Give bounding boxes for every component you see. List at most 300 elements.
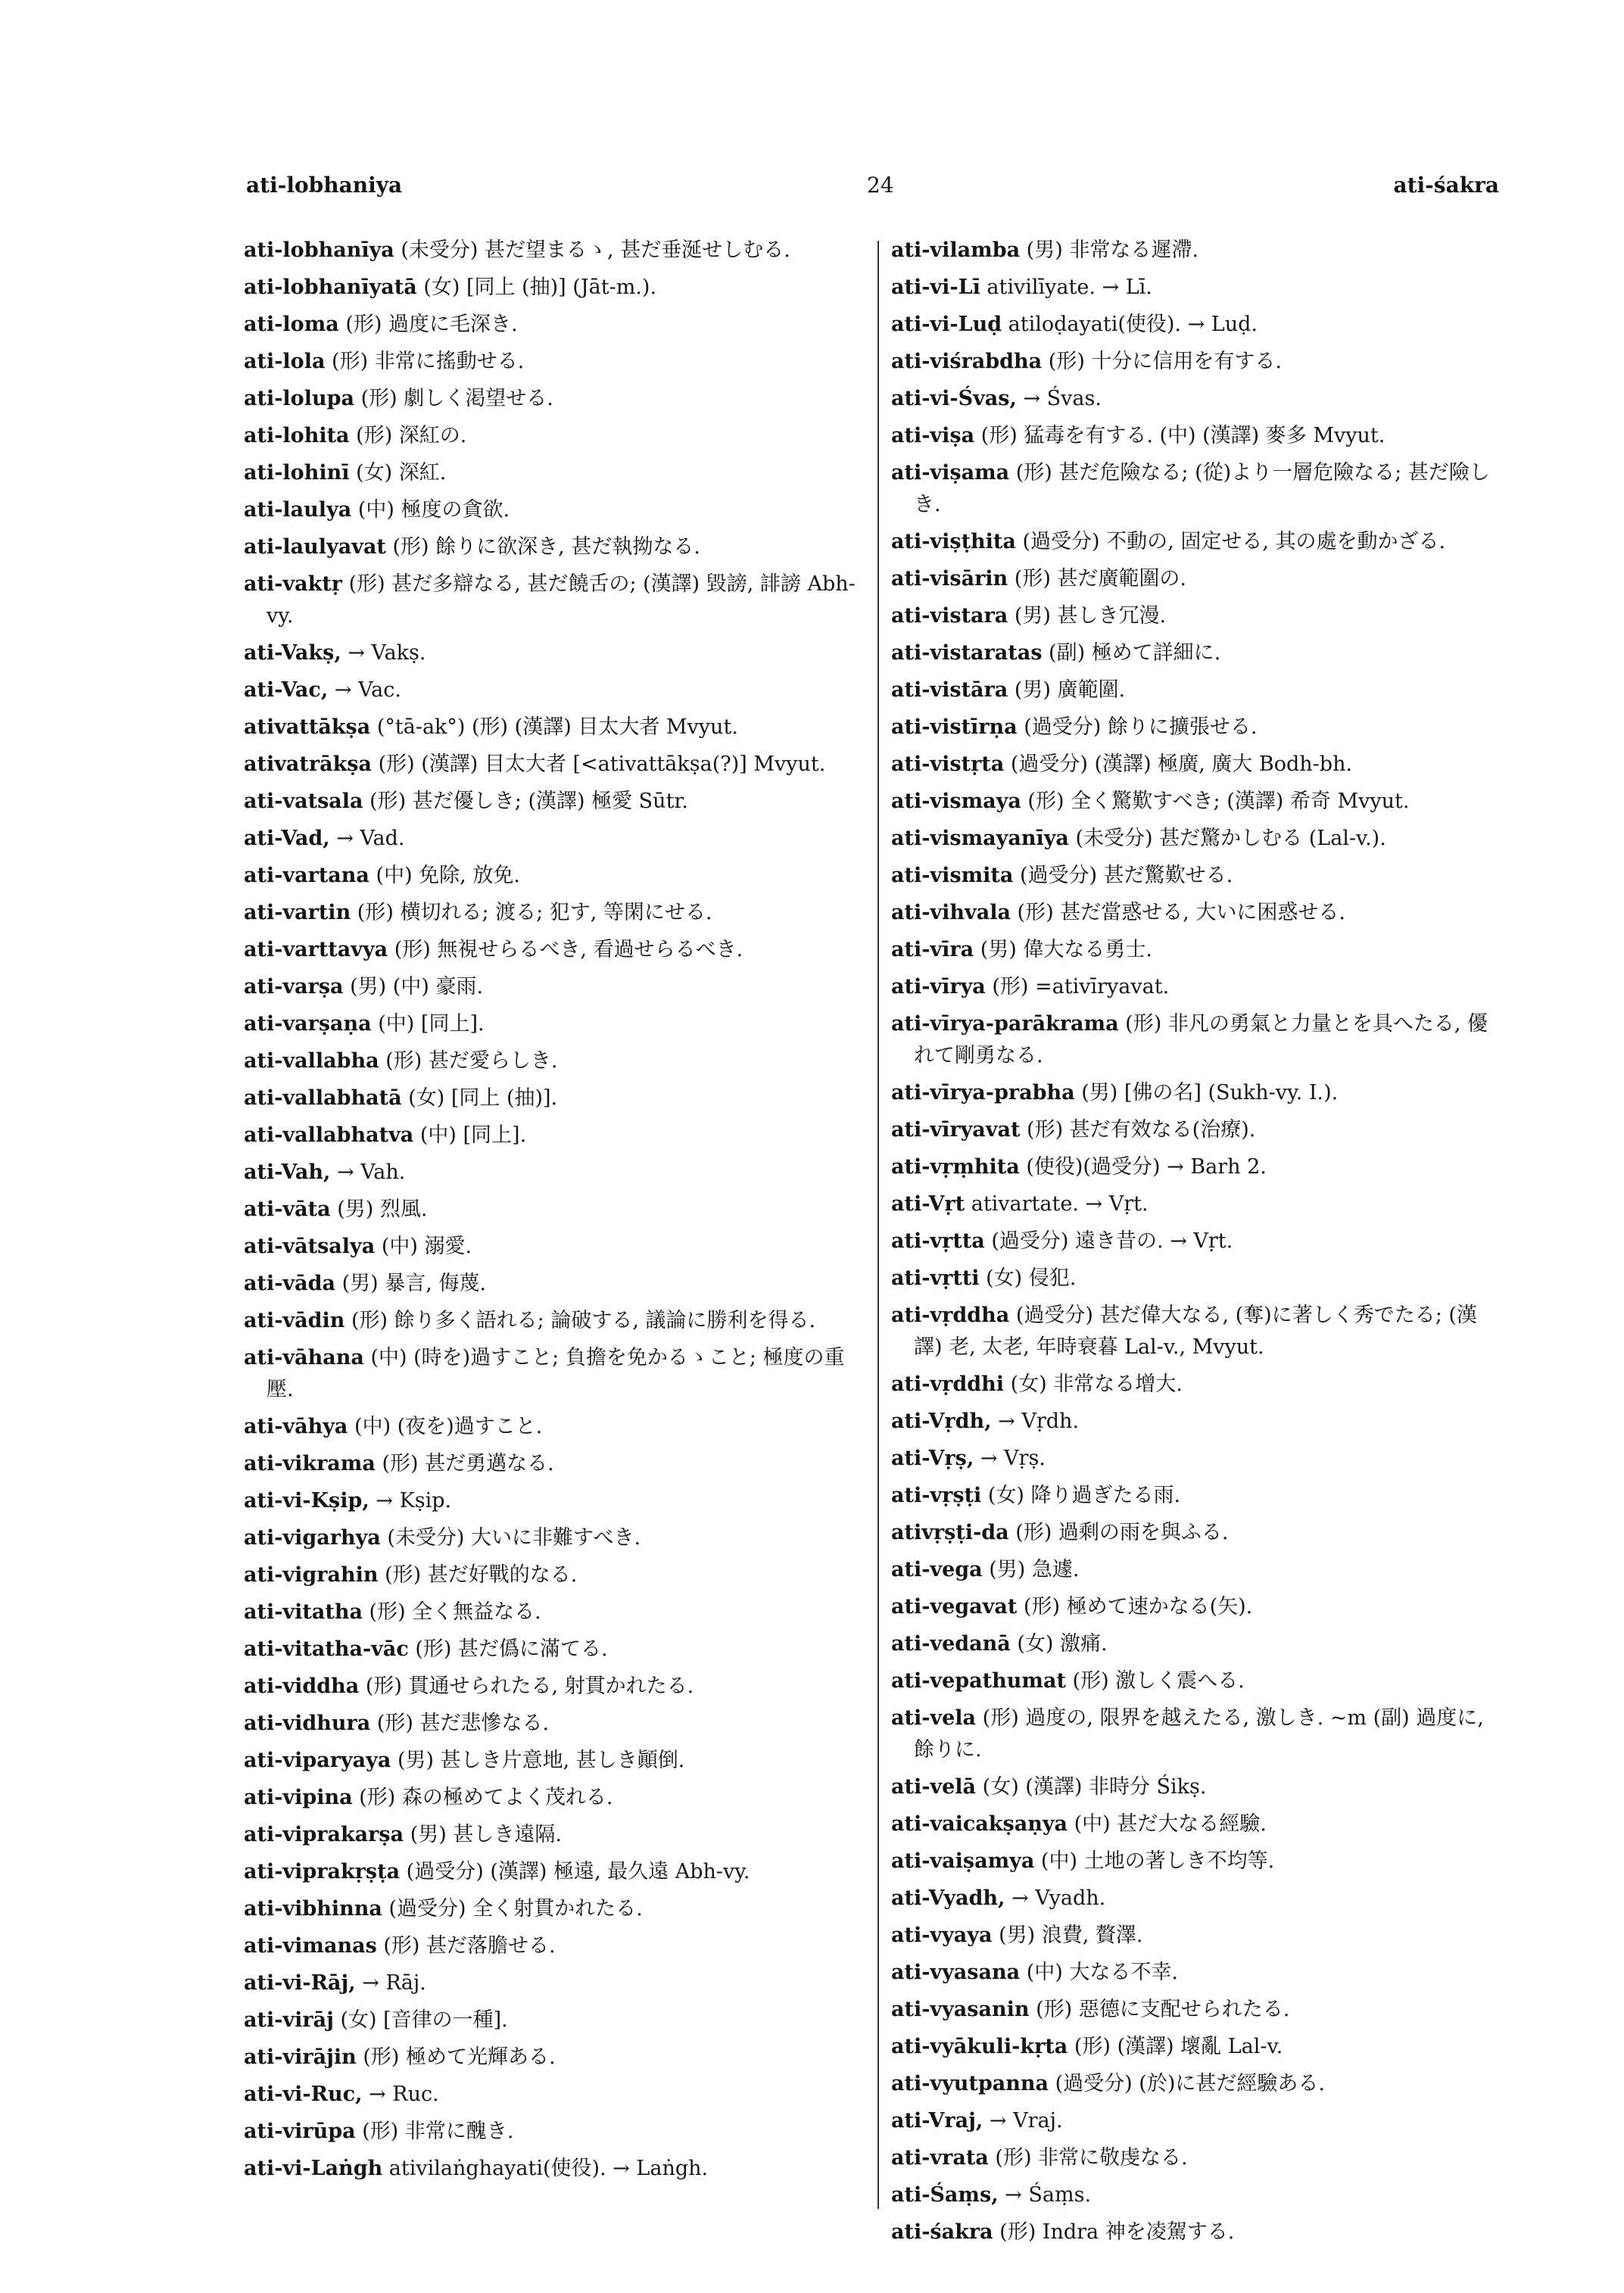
- entry-definition: ativartate. → Vṛt.: [971, 1192, 1149, 1216]
- entry-headword: ati-viprakarṣa: [244, 1823, 404, 1846]
- entry-definition: (中) (夜を)過すこと.: [354, 1415, 543, 1438]
- dictionary-entry: [891, 897, 1497, 929]
- dictionary-entry: [891, 1994, 1497, 2026]
- entry-definition: (男) [佛の名] (Sukh-vy. I.).: [1081, 1081, 1339, 1104]
- dictionary-entry: [244, 1745, 871, 1777]
- dictionary-entry: [891, 2068, 1497, 2100]
- dictionary-entry: [891, 420, 1497, 452]
- dictionary-entry: [244, 235, 871, 266]
- dictionary-entry: [891, 1151, 1497, 1183]
- entry-definition: (中) [同上].: [419, 1123, 527, 1147]
- dictionary-entry: [244, 457, 871, 489]
- dictionary-entry: [244, 569, 871, 632]
- entry-definition: (過受分) (漢譯) 極遠, 最久遠 Abh-vy.: [406, 1860, 750, 1883]
- dictionary-entry: [891, 1443, 1497, 1475]
- entry-definition: (女) [同上 (抽)] (Jāt-m.).: [423, 276, 657, 299]
- entry-headword: ati-Vṛdh,: [891, 1410, 992, 1433]
- entry-headword: ati-vedanā: [891, 1632, 1011, 1656]
- entry-definition: (女) (漢譯) 非時分 Śikṣ.: [982, 1775, 1207, 1799]
- dictionary-entry: [244, 1856, 871, 1888]
- dictionary-entry: [891, 712, 1497, 743]
- dictionary-entry: [244, 1597, 871, 1628]
- entry-definition: (男) 非常なる遲滯.: [1026, 238, 1199, 262]
- entry-headword: ati-lobhanīya: [244, 238, 394, 262]
- dictionary-entry: [244, 1485, 871, 1517]
- entry-definition: → Vyadh.: [1011, 1886, 1106, 1910]
- dictionary-entry: [244, 1083, 871, 1114]
- dictionary-entry: [891, 1369, 1497, 1400]
- entry-definition: → Vad.: [336, 827, 405, 850]
- entry-headword: ati-vīryavat: [891, 1118, 1021, 1142]
- entry-headword: ati-vyākuli-kṛta: [891, 2035, 1068, 2058]
- dictionary-entry: [891, 1665, 1497, 1697]
- entry-headword: ati-viparyaya: [244, 1749, 391, 1772]
- dictionary-entry: [891, 1114, 1497, 1146]
- entry-headword: ati-Vakṣ,: [244, 641, 341, 665]
- entry-definition: (形) 貫通せられたる, 射貫かれたる.: [365, 1675, 694, 1698]
- entry-definition: (女) 激痛.: [1017, 1632, 1108, 1656]
- dictionary-entry: [244, 1634, 871, 1665]
- entry-definition: (男) 甚しき遠隔.: [410, 1823, 562, 1846]
- dictionary-entry: [244, 1008, 871, 1040]
- entry-headword: ati-lohinī: [244, 461, 350, 484]
- entry-headword: ati-vaiṣamya: [891, 1849, 1035, 1873]
- entry-headword: ati-vitatha: [244, 1600, 363, 1624]
- entry-definition: → Ruc.: [369, 2083, 439, 2106]
- entry-headword: ati-vi-Rāj,: [244, 1971, 356, 1995]
- dictionary-entry: [891, 1226, 1497, 1257]
- entry-headword: ati-vilamba: [891, 238, 1021, 262]
- entry-headword: ati-vitatha-vāc: [244, 1637, 409, 1661]
- entry-definition: (中) 免除, 放免.: [376, 864, 520, 887]
- entry-definition: → Rāj.: [362, 1971, 426, 1995]
- dictionary-entry: [891, 1263, 1497, 1294]
- entry-headword: ati-vāhya: [244, 1415, 348, 1438]
- entry-definition: → Vac.: [334, 678, 401, 702]
- entry-headword: ati-vyaya: [891, 1924, 993, 1947]
- entry-headword: ati-vismayanīya: [891, 827, 1069, 850]
- column-divider: [877, 241, 879, 2209]
- entry-definition: (女) 非常なる增大.: [1010, 1372, 1183, 1396]
- dictionary-entry: [244, 2042, 871, 2073]
- entry-headword: ati-vīrya-parākrama: [891, 1012, 1119, 1036]
- entry-headword: ati-viṣama: [891, 461, 1010, 484]
- entry-headword: ati-varttavya: [244, 938, 388, 961]
- dictionary-entry: [891, 1554, 1497, 1586]
- entry-headword: ati-virūpa: [244, 2120, 356, 2143]
- entry-definition: (未受分) 大いに非難すべき.: [387, 1526, 641, 1550]
- dictionary-entry: [244, 346, 871, 378]
- dictionary-entry: [244, 1448, 871, 1480]
- entry-headword: ati-vātsalya: [244, 1235, 376, 1258]
- entry-definition: (男) (中) 豪雨.: [350, 975, 484, 999]
- entry-definition: (形) 甚だ好戰的なる.: [385, 1563, 578, 1587]
- running-head-right: ati-śakra: [1393, 173, 1499, 198]
- dictionary-entry: [244, 1671, 871, 1703]
- entry-headword: ativṛṣṭi-da: [891, 1521, 1009, 1544]
- dictionary-entry: [891, 1077, 1497, 1109]
- entry-definition: (男) 暴言, 侮蔑.: [341, 1272, 486, 1295]
- entry-headword: ati-śakra: [891, 2220, 993, 2244]
- dictionary-entry: [244, 272, 871, 304]
- entry-definition: (形) 深紅の.: [356, 424, 467, 447]
- entry-headword: ati-vela: [891, 1706, 977, 1730]
- entry-headword: ati-varṣaṇa: [244, 1012, 372, 1036]
- entry-headword: ati-lolupa: [244, 387, 354, 410]
- dictionary-entry: [891, 1591, 1497, 1623]
- dictionary-entry: [891, 563, 1497, 595]
- entry-definition: (形) 激しく震へる.: [1072, 1669, 1245, 1693]
- entry-definition: (形) 餘りに欲深き, 甚だ執拗なる.: [392, 535, 700, 559]
- dictionary-entry: [891, 526, 1497, 558]
- entry-headword: ati-vismita: [891, 864, 1014, 887]
- entry-definition: (男) 偉大なる勇士.: [980, 938, 1152, 961]
- entry-headword: ati-vidhura: [244, 1712, 371, 1735]
- entry-headword: ati-vaicakṣaṇya: [891, 1812, 1068, 1836]
- page-header: [246, 173, 1499, 203]
- entry-definition: (形) 非常に敬虔なる.: [995, 2146, 1188, 2170]
- entry-definition: (女) 侵犯.: [986, 1266, 1077, 1290]
- entry-headword: ati-virāj: [244, 2008, 334, 2032]
- entry-definition: (形) 過剩の雨を與ふる.: [1015, 1521, 1229, 1544]
- left-column: [244, 235, 871, 2190]
- entry-headword: ati-vepathumat: [891, 1669, 1066, 1693]
- entry-headword: ati-viprakṛṣṭa: [244, 1860, 401, 1883]
- dictionary-entry: [891, 786, 1497, 818]
- entry-headword: ati-vi-Kṣip,: [244, 1489, 369, 1513]
- dictionary-entry: [891, 1189, 1497, 1220]
- entry-definition: (形) 過度の, 限界を越えたる, 激しき. ∼m (副) 過度に, 餘りに.: [914, 1706, 1484, 1762]
- dictionary-entry: [891, 2142, 1497, 2174]
- dictionary-entry: [244, 309, 871, 341]
- entry-definition: (形) 餘り多く語れる; 論破する, 議論に勝利を得る.: [351, 1309, 816, 1332]
- entry-definition: (過受分) 餘りに擴張せる.: [1024, 715, 1258, 739]
- dictionary-entry: [244, 823, 871, 855]
- entry-definition: (°tā-ak°) (形) (漢譯) 目太大者 Mvyut.: [376, 715, 738, 739]
- dictionary-entry: [244, 934, 871, 966]
- entry-headword: ati-Śaṃs,: [891, 2183, 999, 2207]
- entry-definition: (形) 森の極めてよく茂れる.: [359, 1786, 613, 1809]
- dictionary-entry: [891, 600, 1497, 632]
- entry-headword: ati-laulyavat: [244, 535, 386, 559]
- entry-headword: ati-loma: [244, 313, 339, 336]
- entry-definition: (女) 深紅.: [356, 461, 447, 484]
- entry-headword: ati-vega: [891, 1558, 983, 1581]
- entry-definition: (過受分) 遠き昔の. → Vṛt.: [991, 1229, 1233, 1253]
- entry-headword: ati-velā: [891, 1775, 977, 1799]
- dictionary-entry: [244, 1045, 871, 1077]
- dictionary-entry: [891, 309, 1497, 341]
- entry-definition: (使役)(過受分) → Barh 2.: [1026, 1155, 1267, 1179]
- dictionary-entry: [244, 971, 871, 1003]
- entry-headword: ati-vāhana: [244, 1346, 364, 1369]
- entry-headword: ati-Vah,: [244, 1161, 331, 1184]
- dictionary-entry: [891, 1517, 1497, 1549]
- entry-definition: (形) (漢譯) 壞亂 Lal-v.: [1074, 2035, 1283, 2058]
- entry-definition: (形) 甚だ廣範圍の.: [1014, 567, 1187, 590]
- entry-definition: (形) 猛毒を有する. (中) (漢譯) 麥多 Mvyut.: [980, 424, 1386, 447]
- dictionary-entry: [891, 346, 1497, 378]
- entry-definition: (形) =ativīryavat.: [992, 975, 1170, 999]
- dictionary-entry: [244, 1231, 871, 1263]
- entry-headword: ati-vāda: [244, 1272, 335, 1295]
- dictionary-entry: [244, 675, 871, 706]
- entry-definition: → Vah.: [337, 1161, 406, 1184]
- entry-definition: (形) 甚だ落膽せる.: [383, 1934, 556, 1958]
- entry-headword: ati-vallabha: [244, 1049, 379, 1073]
- entry-headword: ati-vṛtta: [891, 1229, 985, 1253]
- entry-definition: (中) [同上].: [378, 1012, 485, 1036]
- entry-headword: ati-lobhanīyatā: [244, 276, 417, 299]
- entry-headword: ati-vikrama: [244, 1452, 376, 1475]
- dictionary-entry: [891, 1008, 1497, 1072]
- entry-definition: (形) 非常に搖動せる.: [332, 350, 525, 373]
- entry-headword: ati-Vṛt: [891, 1192, 965, 1216]
- entry-headword: ati-Vad,: [244, 827, 330, 850]
- entry-headword: ati-vibhinna: [244, 1897, 382, 1921]
- entry-headword: ati-vartin: [244, 901, 351, 924]
- dictionary-entry: [891, 675, 1497, 706]
- dictionary-entry: [891, 1957, 1497, 1989]
- dictionary-entry: [891, 235, 1497, 266]
- dictionary-entry: [244, 1893, 871, 1925]
- entry-headword: ati-virājin: [244, 2045, 357, 2069]
- entry-definition: (形) 惡德に支配せられたる.: [1036, 1998, 1290, 2021]
- dictionary-entry: [891, 637, 1497, 669]
- dictionary-entry: [244, 2005, 871, 2036]
- entry-definition: (形) 甚だ優しき; (漢譯) 極愛 Sūtr.: [369, 790, 688, 813]
- entry-headword: ati-vyasanin: [891, 1998, 1030, 2021]
- entry-headword: ati-vi-Luḍ: [891, 313, 1002, 336]
- entry-definition: (形) 甚だ僞に滿てる.: [415, 1637, 608, 1661]
- dictionary-entry: [891, 272, 1497, 304]
- entry-headword: ati-vigrahin: [244, 1563, 379, 1587]
- entry-headword: ati-vistīrṇa: [891, 715, 1018, 739]
- entry-headword: ati-vīra: [891, 938, 974, 961]
- running-head-left: ati-lobhaniya: [246, 173, 403, 198]
- entry-definition: (形) 甚だ危險なる; (從)より一層危險なる; 甚だ險しき.: [914, 461, 1490, 516]
- entry-definition: (男) 烈風.: [337, 1198, 428, 1221]
- dictionary-entry: [244, 2079, 871, 2111]
- entry-definition: (中) (時を)過すこと; 負擔を免かるゝこと; 極度の重壓.: [267, 1346, 845, 1401]
- entry-definition: (男) 急遽.: [989, 1558, 1080, 1581]
- entry-headword: ati-vi-Laṅgh: [244, 2157, 383, 2180]
- entry-headword: ati-vṛṃhita: [891, 1155, 1020, 1179]
- dictionary-entry: [244, 1967, 871, 1999]
- dictionary-entry: [244, 1157, 871, 1189]
- entry-headword: ati-lohita: [244, 424, 350, 447]
- dictionary-entry: [244, 1305, 871, 1337]
- dictionary-entry: [244, 531, 871, 563]
- dictionary-entry: [891, 1628, 1497, 1660]
- dictionary-entry: [891, 2179, 1497, 2211]
- entry-definition: → Śvas.: [1023, 387, 1102, 410]
- dictionary-entry: [244, 1708, 871, 1740]
- entry-headword: ati-vṛddhi: [891, 1372, 1004, 1396]
- entry-definition: ativilīyate. → Lī.: [987, 276, 1152, 299]
- dictionary-entry: [891, 1920, 1497, 1952]
- entry-definition: (男) 廣範圍.: [1014, 678, 1126, 702]
- entry-definition: (過受分) 甚だ偉大なる, (奪)に著しく秀でたる; (漢譯) 老, 太老, 年時衰暮 Lal-v., Mvyut.: [914, 1304, 1477, 1359]
- entry-headword: ati-lola: [244, 350, 326, 373]
- entry-headword: ati-Vraj,: [891, 2109, 983, 2133]
- entry-definition: ativilaṅghayati(使役). → Laṅgh.: [388, 2157, 709, 2180]
- entry-definition: (中) 大なる不幸.: [1026, 1961, 1178, 1984]
- entry-definition: (女) 降り過ぎたる雨.: [987, 1484, 1181, 1507]
- dictionary-entry: [891, 1846, 1497, 1877]
- entry-definition: (男) 甚しき冗漫.: [1014, 604, 1167, 628]
- dictionary-entry: [891, 1809, 1497, 1840]
- dictionary-entry: [244, 786, 871, 818]
- entry-definition: (過受分) (於)に甚だ經驗ある.: [1055, 2072, 1325, 2095]
- entry-headword: ati-vṛddha: [891, 1304, 1010, 1327]
- entry-definition: → Śaṃs.: [1005, 2183, 1092, 2207]
- entry-headword: ati-vihvala: [891, 901, 1011, 924]
- entry-definition: (過受分) 甚だ驚歎せる.: [1019, 864, 1233, 887]
- entry-definition: (副) 極めて詳細に.: [1049, 641, 1221, 665]
- entry-definition: (形) 甚だ愛らしき.: [385, 1049, 558, 1073]
- entry-headword: ati-vaktṛ: [244, 572, 343, 596]
- dictionary-entry: [244, 712, 871, 743]
- dictionary-entry: [244, 1782, 871, 1814]
- entry-definition: atiloḍayati(使役). → Luḍ.: [1008, 313, 1258, 336]
- entry-headword: ati-vīrya: [891, 975, 986, 999]
- dictionary-entry: [244, 1930, 871, 1962]
- entry-headword: ati-vistṛta: [891, 752, 1005, 776]
- entry-definition: (形) 極めて光輝ある.: [363, 2045, 556, 2069]
- entry-headword: ati-varṣa: [244, 975, 344, 999]
- entry-headword: ati-vistāra: [891, 678, 1008, 702]
- entry-headword: ati-vyasana: [891, 1961, 1021, 1984]
- entry-headword: ati-vegavat: [891, 1595, 1018, 1618]
- entry-headword: ati-viddha: [244, 1675, 360, 1698]
- dictionary-entry: [244, 420, 871, 452]
- entry-headword: ati-vi-Ruc,: [244, 2083, 363, 2106]
- dictionary-entry: [244, 1411, 871, 1443]
- page-number: 24: [867, 173, 894, 198]
- dictionary-entry: [244, 2116, 871, 2148]
- entry-headword: ati-vrata: [891, 2146, 989, 2170]
- dictionary-entry: [891, 1406, 1497, 1438]
- dictionary-entry: [244, 1342, 871, 1406]
- dictionary-entry: [244, 1819, 871, 1851]
- entry-headword: ati-vistara: [891, 604, 1008, 628]
- entry-headword: ati-vṛṣṭi: [891, 1484, 982, 1507]
- entry-headword: ati-vyutpanna: [891, 2072, 1049, 2095]
- entry-headword: ati-vāta: [244, 1198, 331, 1221]
- entry-headword: ati-viṣa: [891, 424, 975, 447]
- entry-headword: ati-vīrya-prabha: [891, 1081, 1075, 1104]
- entry-headword: ati-vartana: [244, 864, 369, 887]
- entry-headword: ati-vi-Śvas,: [891, 387, 1017, 410]
- dictionary-entry: [891, 934, 1497, 966]
- entry-headword: ati-vallabhatva: [244, 1123, 414, 1147]
- entry-definition: (形) 十分に信用を有する.: [1048, 350, 1283, 373]
- dictionary-entry: [244, 860, 871, 892]
- entry-definition: (過受分) (漢譯) 極廣, 廣大 Bodh-bh.: [1010, 752, 1353, 776]
- entry-definition: (形) 甚だ當惑せる, 大いに困惑せる.: [1017, 901, 1345, 924]
- entry-definition: (形) (漢譯) 目太大者 [<ativattākṣa(?)] Mvyut.: [378, 752, 826, 776]
- entry-definition: (未受分) 甚だ驚かしむる (Lal-v.).: [1075, 827, 1386, 850]
- entry-headword: ati-vigarhya: [244, 1526, 381, 1550]
- dictionary-entry: [244, 637, 871, 669]
- entry-definition: (形) 全く無益なる.: [369, 1600, 541, 1624]
- dictionary-entry: [891, 1883, 1497, 1914]
- entry-definition: (未受分) 甚だ望まるゝ, 甚だ垂涎せしむる.: [401, 238, 790, 262]
- entry-definition: → Vṛdh.: [998, 1410, 1080, 1433]
- entry-headword: ati-vatsala: [244, 790, 363, 813]
- entry-definition: (過受分) 全く射貫かれたる.: [388, 1897, 643, 1921]
- dictionary-entry: [891, 1300, 1497, 1363]
- entry-definition: (形) 甚だ勇邁なる.: [382, 1452, 554, 1475]
- entry-definition: (形) 極めて速かなる(矢).: [1023, 1595, 1253, 1618]
- entry-headword: ati-vipina: [244, 1786, 353, 1809]
- dictionary-entry: [244, 494, 871, 526]
- entry-definition: (形) Indra 神を凌駕する.: [999, 2220, 1235, 2244]
- entry-definition: (形) 非凡の勇氣と力量とを具へたる, 優れて剛勇なる.: [914, 1012, 1488, 1067]
- dictionary-entry: [891, 1480, 1497, 1512]
- dictionary-entry: [891, 860, 1497, 892]
- entry-definition: (形) 全く驚歎すべき; (漢譯) 希奇 Mvyut.: [1027, 790, 1410, 813]
- entry-definition: (形) 甚だ悲慘なる.: [376, 1712, 550, 1735]
- entry-definition: (男) 浪費, 贅澤.: [999, 1924, 1143, 1947]
- entry-definition: (中) 溺愛.: [381, 1235, 472, 1258]
- dictionary-entry: [891, 2105, 1497, 2137]
- entry-definition: (形) 無視せらるべき, 看過せらるべき.: [394, 938, 743, 961]
- dictionary-entry: [244, 1522, 871, 1554]
- dictionary-entry: [244, 897, 871, 929]
- entry-headword: ati-Vyadh,: [891, 1886, 1005, 1910]
- entry-headword: ati-vṛtti: [891, 1266, 980, 1290]
- dictionary-entry: [244, 383, 871, 415]
- dictionary-entry: [891, 749, 1497, 780]
- entry-definition: (中) 甚だ大なる經驗.: [1074, 1812, 1267, 1836]
- entry-definition: (中) 極度の貪欲.: [357, 498, 510, 522]
- entry-definition: (男) 甚しき片意地, 甚しき顚倒.: [397, 1749, 685, 1772]
- entry-headword: ati-vistaratas: [891, 641, 1043, 665]
- entry-headword: ati-vimanas: [244, 1934, 377, 1958]
- dictionary-entry: [244, 1194, 871, 1226]
- entry-headword: ati-Vṛṣ,: [891, 1447, 974, 1470]
- dictionary-entry: [244, 2153, 871, 2185]
- entry-definition: (形) 過度に毛深き.: [345, 313, 518, 336]
- entry-definition: → Kṣip.: [376, 1489, 452, 1513]
- dictionary-entry: [244, 1268, 871, 1300]
- entry-headword: ati-viśrabdha: [891, 350, 1043, 373]
- right-column: [891, 235, 1497, 2254]
- dictionary-entry: [891, 383, 1497, 415]
- entry-definition: (形) 非常に醜き.: [362, 2120, 514, 2143]
- entry-headword: ati-vādin: [244, 1309, 345, 1332]
- dictionary-entry: [244, 1559, 871, 1591]
- entry-headword: ati-viṣṭhita: [891, 530, 1016, 553]
- entry-headword: ati-vismaya: [891, 790, 1021, 813]
- entry-headword: ati-Vac,: [244, 678, 329, 702]
- entry-definition: (過受分) 不動の, 固定せる, 其の處を動かざる.: [1022, 530, 1446, 553]
- entry-headword: ati-vallabhatā: [244, 1086, 402, 1110]
- entry-headword: ati-vi-Lī: [891, 276, 980, 299]
- dictionary-entry: [891, 1703, 1497, 1766]
- entry-definition: (形) 横切れる; 渡る; 犯す, 等閑にせる.: [357, 901, 712, 924]
- dictionary-entry: [891, 2217, 1497, 2248]
- dictionary-entry: [244, 749, 871, 780]
- dictionary-entry: [891, 2031, 1497, 2063]
- entry-definition: (中) 土地の著しき不均等.: [1040, 1849, 1275, 1873]
- entry-headword: ativattākṣa: [244, 715, 371, 739]
- entry-headword: ativatrākṣa: [244, 752, 372, 776]
- dictionary-entry: [891, 1771, 1497, 1803]
- entry-definition: (女) [同上 (抽)].: [408, 1086, 558, 1110]
